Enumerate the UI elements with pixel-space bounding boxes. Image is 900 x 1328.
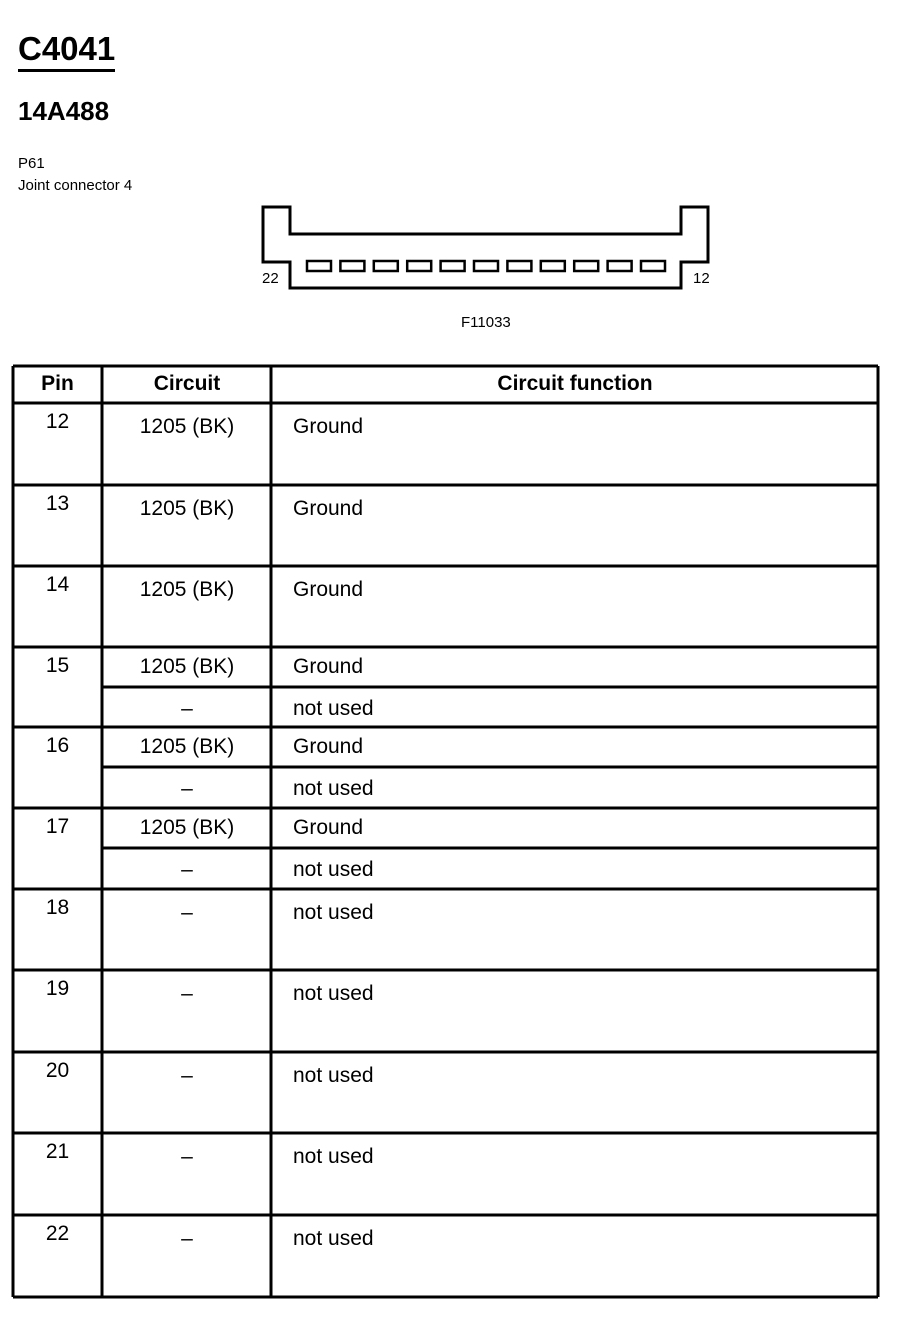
circuit-value: –	[181, 901, 193, 924]
pin-number: 17	[45, 815, 70, 838]
pin-number: 22	[45, 1222, 70, 1245]
circuit-value: –	[181, 1227, 193, 1250]
circuit-function: Ground	[293, 578, 364, 601]
circuit-value: 1205 (BK)	[139, 415, 235, 438]
circuit-value: 1205 (BK)	[139, 655, 235, 678]
circuit-function: not used	[293, 982, 374, 1005]
pin-number: 20	[45, 1059, 70, 1082]
header-circuit: Circuit	[153, 372, 221, 395]
circuit-value: –	[181, 1064, 193, 1087]
circuit-function: not used	[293, 901, 374, 924]
right-pin-label: 12	[693, 270, 710, 287]
left-pin-label: 22	[262, 270, 279, 287]
circuit-function: Ground	[293, 655, 364, 678]
circuit-function: not used	[293, 697, 374, 720]
circuit-function: not used	[293, 777, 374, 800]
header-circuit-function: Circuit function	[497, 372, 653, 395]
pin-number: 21	[45, 1140, 70, 1163]
circuit-value: 1205 (BK)	[139, 816, 235, 839]
circuit-value: 1205 (BK)	[139, 735, 235, 758]
circuit-function: Ground	[293, 735, 364, 758]
pin-number: 19	[45, 977, 70, 1000]
circuit-function: Ground	[293, 497, 364, 520]
connector-description: Joint connector 4	[18, 177, 133, 194]
pin-number: 13	[45, 492, 70, 515]
connector-code: P61	[18, 155, 45, 172]
circuit-function: not used	[293, 1064, 374, 1087]
circuit-function: Ground	[293, 415, 364, 438]
pin-number: 14	[45, 573, 70, 596]
figure-id: F11033	[461, 314, 511, 331]
circuit-function: not used	[293, 858, 374, 881]
circuit-function: not used	[293, 1145, 374, 1168]
circuit-function: not used	[293, 1227, 374, 1250]
circuit-value: –	[181, 697, 193, 720]
header-pin: Pin	[41, 372, 74, 395]
circuit-value: –	[181, 858, 193, 881]
circuit-value: 1205 (BK)	[139, 578, 235, 601]
circuit-value: –	[181, 982, 193, 1005]
circuit-function: Ground	[293, 816, 364, 839]
pin-number: 12	[45, 410, 70, 433]
pin-number: 18	[45, 896, 70, 919]
connector-title: C4041	[18, 30, 115, 72]
pin-number: 15	[45, 654, 70, 677]
circuit-value: –	[181, 1145, 193, 1168]
pin-number: 16	[45, 734, 70, 757]
circuit-value: 1205 (BK)	[139, 497, 235, 520]
circuit-value: –	[181, 777, 193, 800]
part-number: 14A488	[18, 96, 110, 126]
